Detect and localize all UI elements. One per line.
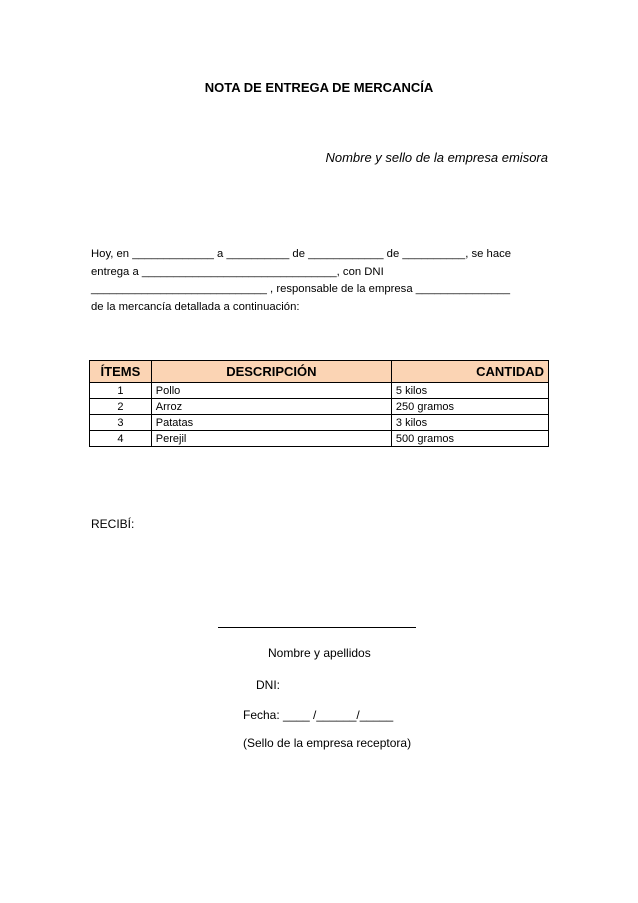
header-items: ÍTEMS	[90, 361, 152, 383]
table-row	[90, 431, 549, 447]
paragraph-line: de la mercancía detallada a continuación:	[91, 300, 300, 313]
table-row	[90, 383, 549, 399]
issuer-label: Nombre y sello de la empresa emisora	[325, 150, 548, 165]
item-quantity: 5 kilos	[391, 383, 548, 399]
signature-line	[218, 627, 416, 628]
delivery-paragraph	[91, 246, 551, 316]
received-label: RECIBÍ:	[91, 517, 135, 531]
table-header-row	[90, 361, 549, 383]
stamp-label: (Sello de la empresa receptora)	[243, 736, 412, 750]
item-quantity: 500 gramos	[391, 431, 548, 447]
item-number: 3	[90, 415, 152, 431]
item-number: 4	[90, 431, 152, 447]
header-quantity: CANTIDAD	[391, 361, 548, 383]
document-title: NOTA DE ENTREGA DE MERCANCÍA	[204, 80, 434, 95]
paragraph-line: Hoy, en _____________ a __________ de ____________ de __________, se hace	[91, 248, 512, 260]
dni-label: DNI:	[256, 678, 280, 692]
item-quantity: 3 kilos	[391, 415, 548, 431]
date-label: Fecha: ____ /______/_____	[243, 708, 394, 722]
items-table	[89, 360, 549, 447]
header-description: DESCRIPCIÓN	[151, 361, 391, 383]
item-description: Arroz	[151, 399, 391, 415]
item-description: Pollo	[151, 383, 391, 399]
item-number: 2	[90, 399, 152, 415]
item-number: 1	[90, 383, 152, 399]
name-label: Nombre y apellidos	[268, 646, 371, 660]
table-row	[90, 399, 549, 415]
item-description: Patatas	[151, 415, 391, 431]
table-row	[90, 415, 549, 431]
item-description: Perejil	[151, 431, 391, 447]
paragraph-line: ____________________________ , responsable de la empresa _______________	[91, 283, 510, 295]
item-quantity: 250 gramos	[391, 399, 548, 415]
paragraph-line: entrega a _______________________________, con DNI	[91, 265, 384, 278]
